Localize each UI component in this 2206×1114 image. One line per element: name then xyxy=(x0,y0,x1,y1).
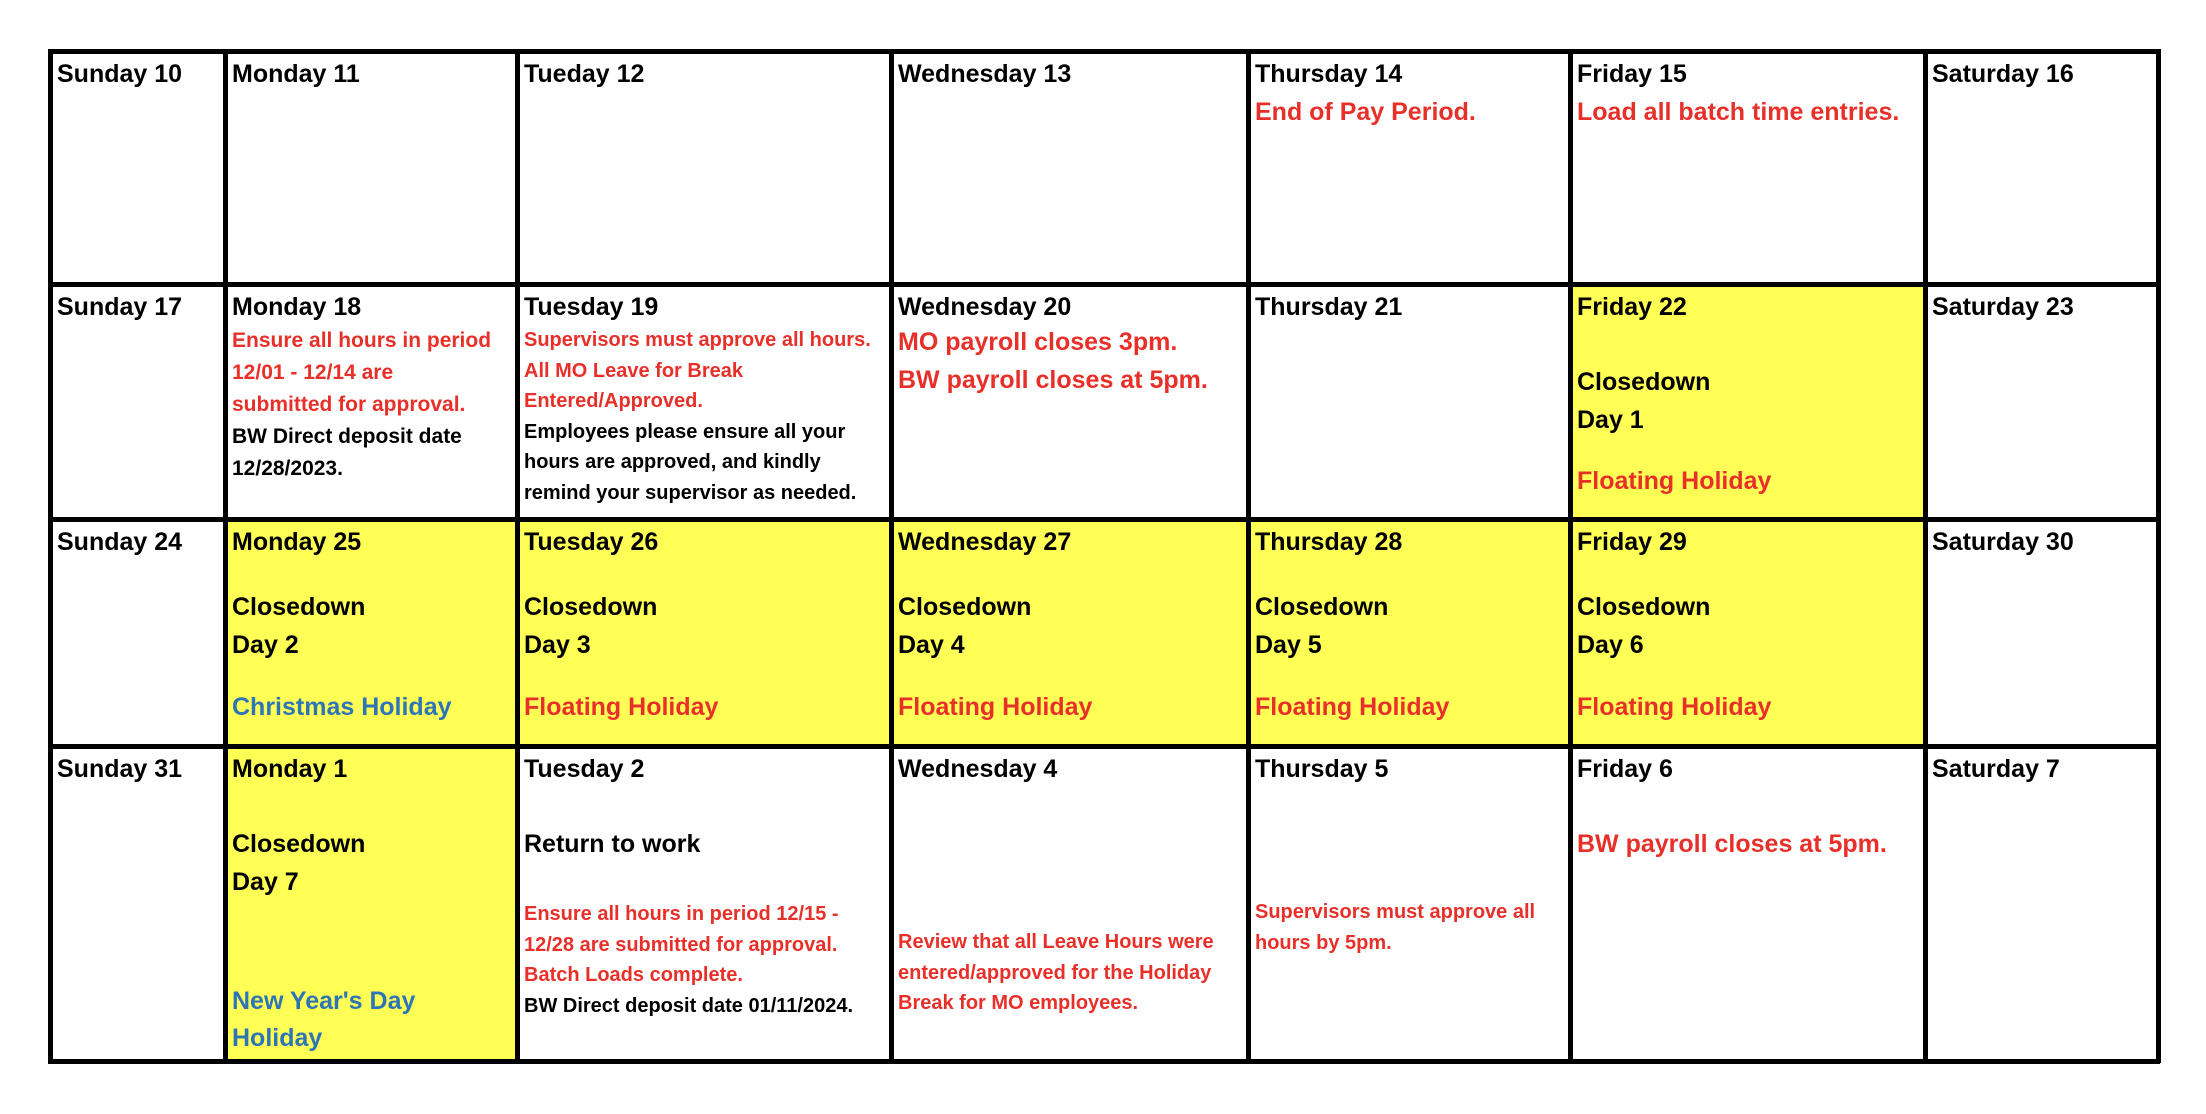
day-heading: Friday 15 xyxy=(1577,60,1687,88)
day-cell xyxy=(517,284,891,519)
day-note: 12/28 are submitted for approval. xyxy=(524,934,838,956)
day-note: entered/approved for the Holiday xyxy=(898,962,1212,984)
day-note: Closedown xyxy=(1255,593,1389,621)
day-cell xyxy=(517,746,891,1061)
day-note: Day 3 xyxy=(524,631,591,659)
day-note: Supervisors must approve all xyxy=(1255,901,1536,923)
day-note: Closedown xyxy=(232,830,366,858)
grid-line-horizontal xyxy=(48,1059,2160,1064)
day-heading: Tueday 12 xyxy=(524,60,645,88)
day-note: Employees please ensure all your xyxy=(524,421,846,443)
day-note: Break for MO employees. xyxy=(898,992,1139,1014)
day-heading: Monday 18 xyxy=(232,293,362,321)
day-heading: Thursday 28 xyxy=(1255,528,1403,556)
day-note: BW payroll closes at 5pm. xyxy=(898,366,1208,394)
day-heading: Wednesday 20 xyxy=(898,293,1072,321)
day-cell xyxy=(50,746,225,1061)
day-note: Supervisors must approve all hours. xyxy=(524,329,871,351)
day-heading: Sunday 17 xyxy=(57,293,183,321)
calendar-grid xyxy=(50,51,2158,1061)
day-heading: Wednesday 4 xyxy=(898,755,1058,783)
day-note: Closedown xyxy=(232,593,366,621)
grid-line-vertical xyxy=(1246,49,1251,1063)
day-heading: Sunday 31 xyxy=(57,755,183,783)
day-note: Closedown xyxy=(898,593,1032,621)
day-heading: Monday 1 xyxy=(232,755,348,783)
day-cell xyxy=(50,284,225,519)
day-note: Floating Holiday xyxy=(1577,467,1772,495)
day-cell xyxy=(50,51,225,284)
day-heading: Sunday 24 xyxy=(57,528,183,556)
day-cell xyxy=(1248,519,1570,746)
day-note: Floating Holiday xyxy=(1577,693,1772,721)
day-note: Day 5 xyxy=(1255,631,1322,659)
grid-line-vertical xyxy=(1568,49,1573,1063)
day-cell xyxy=(891,519,1248,746)
day-cell xyxy=(1925,284,2158,519)
grid-line-vertical xyxy=(48,49,53,1063)
day-note: hours by 5pm. xyxy=(1255,932,1392,954)
day-note: Day 1 xyxy=(1577,406,1644,434)
day-cell xyxy=(1570,284,1925,519)
day-note: Day 6 xyxy=(1577,631,1644,659)
day-note: MO payroll closes 3pm. xyxy=(898,328,1178,356)
day-note: Day 2 xyxy=(232,631,299,659)
day-cell xyxy=(517,519,891,746)
day-heading: Friday 6 xyxy=(1577,755,1673,783)
day-note: Batch Loads complete. xyxy=(524,964,743,986)
day-note: BW payroll closes at 5pm. xyxy=(1577,830,1887,858)
day-note: submitted for approval. xyxy=(232,393,466,416)
day-note: Ensure all hours in period 12/15 - xyxy=(524,903,839,925)
day-cell xyxy=(1248,51,1570,284)
day-cell xyxy=(517,51,891,284)
day-cell xyxy=(891,746,1248,1061)
grid-line-vertical xyxy=(223,49,228,1063)
day-cell xyxy=(1570,519,1925,746)
day-note: remind your supervisor as needed. xyxy=(524,482,857,504)
day-cell xyxy=(891,284,1248,519)
grid-line-vertical xyxy=(889,49,894,1063)
day-heading: Friday 22 xyxy=(1577,293,1687,321)
day-heading: Wednesday 13 xyxy=(898,60,1072,88)
day-note: Closedown xyxy=(524,593,658,621)
day-heading: Saturday 7 xyxy=(1932,755,2060,783)
day-cell xyxy=(1925,51,2158,284)
day-note: Floating Holiday xyxy=(898,693,1093,721)
day-heading: Thursday 14 xyxy=(1255,60,1403,88)
day-note: Floating Holiday xyxy=(1255,693,1450,721)
day-note: BW Direct deposit date xyxy=(232,425,462,448)
day-cell xyxy=(225,51,517,284)
day-heading: Tuesday 26 xyxy=(524,528,659,556)
day-heading: Thursday 5 xyxy=(1255,755,1389,783)
day-note: Return to work xyxy=(524,830,701,858)
day-heading: Monday 25 xyxy=(232,528,362,556)
grid-line-vertical xyxy=(1923,49,1928,1063)
day-note: 12/28/2023. xyxy=(232,457,343,480)
day-note: New Year's Day xyxy=(232,987,416,1015)
day-note: BW Direct deposit date 01/11/2024. xyxy=(524,995,854,1017)
grid-line-vertical xyxy=(515,49,520,1063)
day-heading: Monday 11 xyxy=(232,60,360,88)
day-note: Floating Holiday xyxy=(524,693,719,721)
day-cell xyxy=(891,51,1248,284)
day-note: Christmas Holiday xyxy=(232,693,452,721)
day-cell xyxy=(1925,746,2158,1061)
grid-line-horizontal xyxy=(48,517,2160,522)
day-heading: Saturday 23 xyxy=(1932,293,2074,321)
day-note: Ensure all hours in period xyxy=(232,329,492,352)
day-note: Day 4 xyxy=(898,631,965,659)
day-cell xyxy=(1570,51,1925,284)
day-note: Load all batch time entries. xyxy=(1577,98,1900,126)
day-cell xyxy=(225,519,517,746)
day-cell xyxy=(1248,746,1570,1061)
day-cell xyxy=(1570,746,1925,1061)
day-note: Closedown xyxy=(1577,368,1711,396)
day-heading: Wednesday 27 xyxy=(898,528,1072,556)
day-cell xyxy=(1248,284,1570,519)
day-note: Closedown xyxy=(1577,593,1711,621)
day-note: Day 7 xyxy=(232,868,299,896)
day-note: Holiday xyxy=(232,1024,323,1052)
day-heading: Saturday 16 xyxy=(1932,60,2074,88)
grid-line-horizontal xyxy=(48,49,2160,54)
day-note: 12/01 - 12/14 are xyxy=(232,361,394,384)
grid-line-horizontal xyxy=(48,282,2160,287)
day-heading: Saturday 30 xyxy=(1932,528,2074,556)
day-note: End of Pay Period. xyxy=(1255,98,1476,126)
day-note: All MO Leave for Break xyxy=(524,360,743,382)
grid-line-vertical xyxy=(2156,49,2161,1063)
day-note: Review that all Leave Hours were xyxy=(898,931,1214,953)
day-heading: Sunday 10 xyxy=(57,60,183,88)
day-cell xyxy=(50,519,225,746)
day-cell xyxy=(225,284,517,519)
day-cell xyxy=(1925,519,2158,746)
day-note: hours are approved, and kindly xyxy=(524,451,821,473)
day-note: Entered/Approved. xyxy=(524,390,703,412)
day-heading: Thursday 21 xyxy=(1255,293,1403,321)
grid-line-horizontal xyxy=(48,744,2160,749)
day-heading: Tuesday 2 xyxy=(524,755,645,783)
day-heading: Friday 29 xyxy=(1577,528,1687,556)
day-cell xyxy=(225,746,517,1061)
day-heading: Tuesday 19 xyxy=(524,293,659,321)
